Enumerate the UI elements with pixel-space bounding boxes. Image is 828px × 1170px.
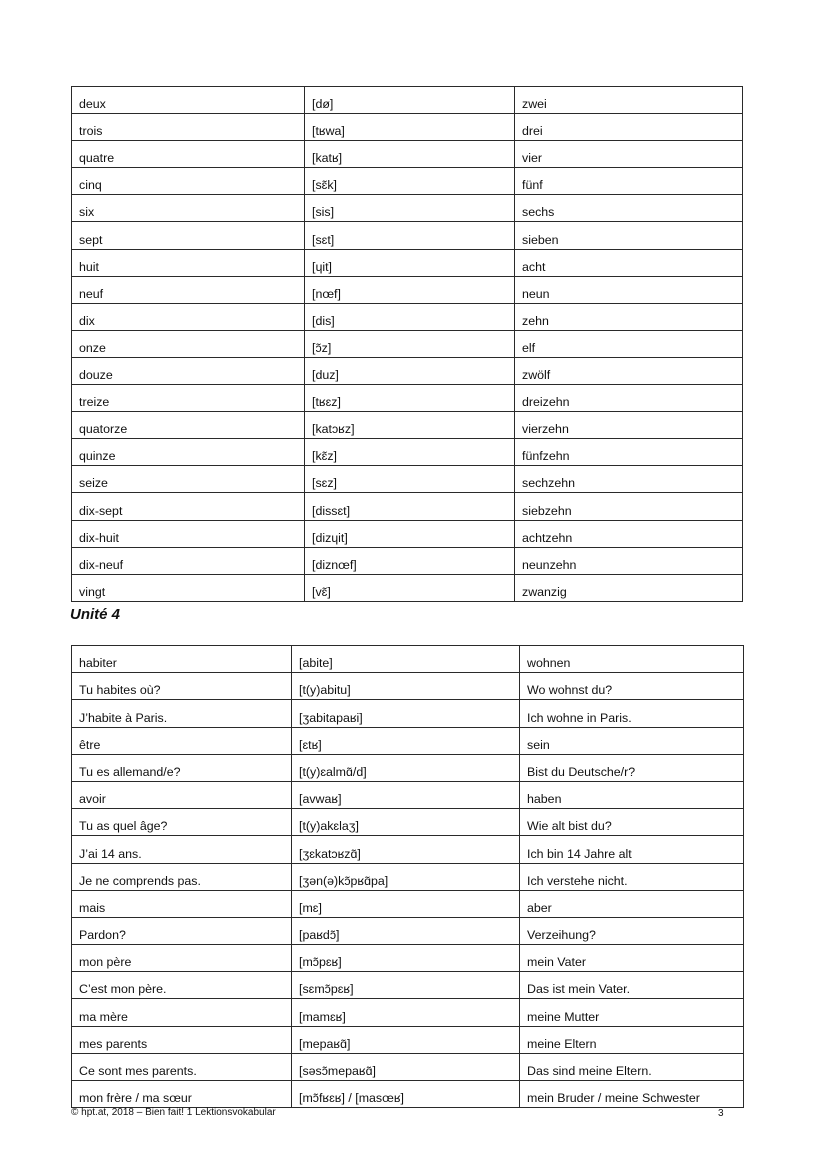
vocab-table-numbers — [71, 86, 743, 602]
table-row — [72, 809, 744, 836]
german-translation-cell: Wie alt bist du? — [520, 809, 744, 836]
pronunciation-cell: [sɛ̃k] — [305, 168, 515, 195]
table-row — [72, 1026, 744, 1053]
table-row — [72, 917, 744, 944]
pronunciation-cell: [dizɥit] — [305, 520, 515, 547]
table-row — [72, 87, 743, 114]
pronunciation-cell: [abite] — [292, 646, 520, 673]
german-translation-cell: meine Mutter — [520, 999, 744, 1026]
pronunciation-cell: [ɛtʁ] — [292, 727, 520, 754]
table-row — [72, 836, 744, 863]
table-row — [72, 357, 743, 384]
pronunciation-cell: [mɛ] — [292, 890, 520, 917]
table-row — [72, 466, 743, 493]
table-row — [72, 303, 743, 330]
german-translation-cell: sieben — [515, 222, 743, 249]
page-number: 3 — [718, 1108, 724, 1119]
table-row — [72, 276, 743, 303]
german-translation-cell: zwei — [515, 87, 743, 114]
pronunciation-cell: [paʁdɔ̃] — [292, 917, 520, 944]
pronunciation-cell: [t(y)ɛalmɑ̃/d] — [292, 754, 520, 781]
pronunciation-cell: [t(y)abitu] — [292, 673, 520, 700]
french-word-cell: J’habite à Paris. — [72, 700, 292, 727]
pronunciation-cell: [diznœf] — [305, 547, 515, 574]
pronunciation-cell: [ɥit] — [305, 249, 515, 276]
pronunciation-cell: [katʁ] — [305, 141, 515, 168]
french-word-cell: quinze — [72, 439, 305, 466]
german-translation-cell: Bist du Deutsche/r? — [520, 754, 744, 781]
pronunciation-cell: [nœf] — [305, 276, 515, 303]
pronunciation-cell: [ʒabitapaʁi] — [292, 700, 520, 727]
french-word-cell: vingt — [72, 574, 305, 601]
french-word-cell: Tu habites où? — [72, 673, 292, 700]
pronunciation-cell: [mepaʁɑ̃] — [292, 1026, 520, 1053]
german-translation-cell: elf — [515, 330, 743, 357]
pronunciation-cell: [dis] — [305, 303, 515, 330]
table-row — [72, 168, 743, 195]
table-row — [72, 972, 744, 999]
german-translation-cell: Wo wohnst du? — [520, 673, 744, 700]
german-translation-cell: vier — [515, 141, 743, 168]
german-translation-cell: Das sind meine Eltern. — [520, 1053, 744, 1080]
pronunciation-cell: [tʁɛz] — [305, 385, 515, 412]
table-row — [72, 863, 744, 890]
french-word-cell: Tu as quel âge? — [72, 809, 292, 836]
table-row — [72, 520, 743, 547]
table-row — [72, 385, 743, 412]
pronunciation-cell: [avwaʁ] — [292, 781, 520, 808]
table-row — [72, 999, 744, 1026]
french-word-cell: quatorze — [72, 412, 305, 439]
french-word-cell: dix-neuf — [72, 547, 305, 574]
table-row — [72, 547, 743, 574]
pronunciation-cell: [t(y)akɛlaʒ] — [292, 809, 520, 836]
french-word-cell: Tu es allemand/e? — [72, 754, 292, 781]
french-word-cell: avoir — [72, 781, 292, 808]
pronunciation-cell: [sɛmɔ̃pɛʁ] — [292, 972, 520, 999]
table-row — [72, 1081, 744, 1108]
table-row — [72, 330, 743, 357]
pronunciation-cell: [ʒɛkatɔʁzɑ̃] — [292, 836, 520, 863]
french-word-cell: huit — [72, 249, 305, 276]
french-word-cell: ma mère — [72, 999, 292, 1026]
french-word-cell: quatre — [72, 141, 305, 168]
french-word-cell: Je ne comprends pas. — [72, 863, 292, 890]
french-word-cell: dix-huit — [72, 520, 305, 547]
german-translation-cell: mein Vater — [520, 945, 744, 972]
french-word-cell: J’ai 14 ans. — [72, 836, 292, 863]
table-row — [72, 222, 743, 249]
table-row — [72, 439, 743, 466]
german-translation-cell: dreizehn — [515, 385, 743, 412]
table-row — [72, 141, 743, 168]
german-translation-cell: vierzehn — [515, 412, 743, 439]
pronunciation-cell: [sɛt] — [305, 222, 515, 249]
german-translation-cell: Ich wohne in Paris. — [520, 700, 744, 727]
german-translation-cell: acht — [515, 249, 743, 276]
table-row — [72, 249, 743, 276]
german-translation-cell: drei — [515, 114, 743, 141]
table-row — [72, 574, 743, 601]
french-word-cell: Ce sont mes parents. — [72, 1053, 292, 1080]
french-word-cell: douze — [72, 357, 305, 384]
pronunciation-cell: [səsɔ̃mepaʁɑ̃] — [292, 1053, 520, 1080]
german-translation-cell: zehn — [515, 303, 743, 330]
pronunciation-cell: [dø] — [305, 87, 515, 114]
table-row — [72, 114, 743, 141]
pronunciation-cell: [vɛ̃] — [305, 574, 515, 601]
pronunciation-cell: [mɔ̃pɛʁ] — [292, 945, 520, 972]
table-row — [72, 493, 743, 520]
german-translation-cell: fünf — [515, 168, 743, 195]
table-row — [72, 673, 744, 700]
french-word-cell: mon père — [72, 945, 292, 972]
pronunciation-cell: [sɛz] — [305, 466, 515, 493]
german-translation-cell: Ich bin 14 Jahre alt — [520, 836, 744, 863]
german-translation-cell: siebzehn — [515, 493, 743, 520]
french-word-cell: mon frère / ma sœur — [72, 1081, 292, 1108]
section-heading: Unité 4 — [70, 606, 121, 623]
french-word-cell: dix — [72, 303, 305, 330]
french-word-cell: trois — [72, 114, 305, 141]
vocab-table-unit4 — [71, 645, 744, 1108]
german-translation-cell: zwanzig — [515, 574, 743, 601]
french-word-cell: mes parents — [72, 1026, 292, 1053]
german-translation-cell: achtzehn — [515, 520, 743, 547]
french-word-cell: dix-sept — [72, 493, 305, 520]
pronunciation-cell: [sis] — [305, 195, 515, 222]
german-translation-cell: Das ist mein Vater. — [520, 972, 744, 999]
german-translation-cell: meine Eltern — [520, 1026, 744, 1053]
french-word-cell: habiter — [72, 646, 292, 673]
german-translation-cell: zwölf — [515, 357, 743, 384]
table-row — [72, 700, 744, 727]
german-translation-cell: Verzeihung? — [520, 917, 744, 944]
pronunciation-cell: [tʁwa] — [305, 114, 515, 141]
table-row — [72, 754, 744, 781]
german-translation-cell: wohnen — [520, 646, 744, 673]
table-row — [72, 412, 743, 439]
pronunciation-cell: [mamɛʁ] — [292, 999, 520, 1026]
french-word-cell: cinq — [72, 168, 305, 195]
pronunciation-cell: [duz] — [305, 357, 515, 384]
footer-copyright: © hpt.at, 2018 – Bien fait! 1 Lektionsvokabular — [71, 1107, 276, 1118]
german-translation-cell: haben — [520, 781, 744, 808]
table-row — [72, 195, 743, 222]
french-word-cell: seize — [72, 466, 305, 493]
french-word-cell: sept — [72, 222, 305, 249]
german-translation-cell: sein — [520, 727, 744, 754]
french-word-cell: onze — [72, 330, 305, 357]
french-word-cell: deux — [72, 87, 305, 114]
pronunciation-cell: [katɔʁz] — [305, 412, 515, 439]
table-row — [72, 890, 744, 917]
table-row — [72, 945, 744, 972]
pronunciation-cell: [mɔ̃fʁɛʁ] / [masœʁ] — [292, 1081, 520, 1108]
french-word-cell: mais — [72, 890, 292, 917]
french-word-cell: treize — [72, 385, 305, 412]
french-word-cell: neuf — [72, 276, 305, 303]
french-word-cell: C’est mon père. — [72, 972, 292, 999]
vocab-table-body — [72, 87, 743, 602]
german-translation-cell: aber — [520, 890, 744, 917]
table-row — [72, 727, 744, 754]
table-row — [72, 781, 744, 808]
pronunciation-cell: [ʒən(ə)kɔ̃pʁɑ̃pa] — [292, 863, 520, 890]
german-translation-cell: mein Bruder / meine Schwester — [520, 1081, 744, 1108]
pronunciation-cell: [kɛ̃z] — [305, 439, 515, 466]
table-row — [72, 646, 744, 673]
german-translation-cell: sechs — [515, 195, 743, 222]
french-word-cell: Pardon? — [72, 917, 292, 944]
german-translation-cell: neun — [515, 276, 743, 303]
german-translation-cell: neunzehn — [515, 547, 743, 574]
pronunciation-cell: [dissɛt] — [305, 493, 515, 520]
pronunciation-cell: [ɔ̃z] — [305, 330, 515, 357]
german-translation-cell: fünfzehn — [515, 439, 743, 466]
french-word-cell: six — [72, 195, 305, 222]
french-word-cell: être — [72, 727, 292, 754]
vocab-table-body — [72, 646, 744, 1108]
german-translation-cell: Ich verstehe nicht. — [520, 863, 744, 890]
german-translation-cell: sechzehn — [515, 466, 743, 493]
table-row — [72, 1053, 744, 1080]
